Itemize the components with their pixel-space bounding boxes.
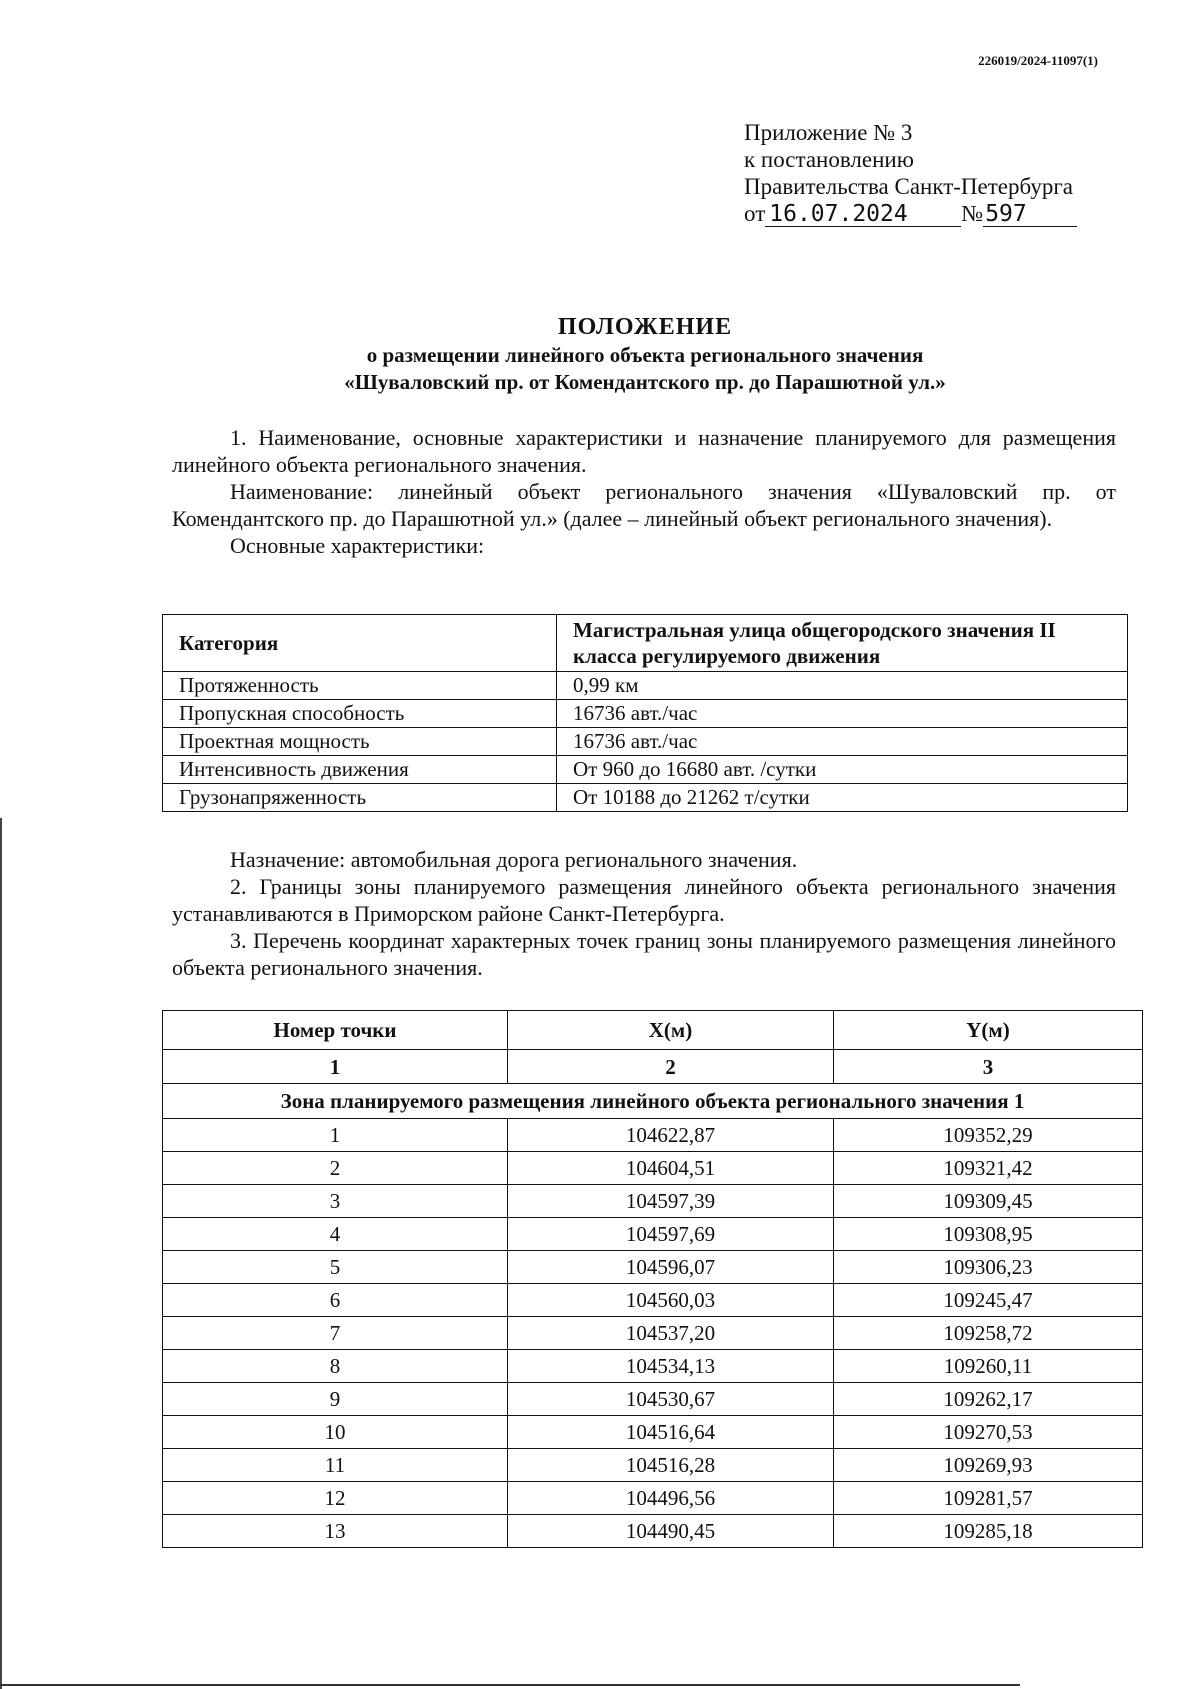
x-value: 104496,56	[508, 1482, 834, 1515]
point-number: 13	[163, 1515, 508, 1548]
row-label: Проектная мощность	[163, 728, 557, 756]
appendix-date-line	[744, 200, 1124, 227]
table-row	[163, 672, 1128, 700]
x-value: 104622,87	[508, 1119, 834, 1152]
table-row	[163, 700, 1128, 728]
row-value: От 960 до 16680 авт. /сутки	[557, 756, 1128, 784]
point-number: 7	[163, 1317, 508, 1350]
paragraph-1: 1. Наименование, основные характеристики и назначение планируемого для размещения линейного объекта регионального значения.	[172, 425, 1116, 477]
column-number: 3	[834, 1050, 1143, 1084]
characteristics-table	[162, 614, 1128, 812]
table-row	[163, 784, 1128, 812]
zone-title: Зона планируемого размещения линейного объекта регионального значения 1	[163, 1084, 1143, 1119]
section-2-text	[172, 846, 1116, 981]
table-row	[163, 1350, 1143, 1383]
x-value: 104490,45	[508, 1515, 834, 1548]
table-row	[163, 615, 1128, 672]
paragraph-2: 2. Границы зоны планируемого размещения линейного объекта регионального значения устанавливаются в Приморском районе Санкт-Петербурга.	[172, 874, 1116, 926]
title-main: ПОЛОЖЕНИЕ	[557, 314, 733, 340]
y-value: 109258,72	[834, 1317, 1143, 1350]
table-row	[163, 1449, 1143, 1482]
document-id: 226019/2024-11097(1)	[978, 53, 1098, 68]
table-row	[163, 1416, 1143, 1449]
x-value: 104534,13	[508, 1350, 834, 1383]
point-number: 8	[163, 1350, 508, 1383]
paragraph-3: 3. Перечень координат характерных точек границ зоны планируемого размещения линейного объекта регионального значения.	[172, 928, 1116, 980]
point-number: 2	[163, 1152, 508, 1185]
coordinates-table	[162, 1010, 1143, 1548]
table-row	[163, 1185, 1143, 1218]
x-value: 104516,64	[508, 1416, 834, 1449]
row-value: От 10188 до 21262 т/сутки	[557, 784, 1128, 812]
zone-title-row	[163, 1084, 1143, 1119]
column-number: 1	[163, 1050, 508, 1084]
y-value: 109309,45	[834, 1185, 1143, 1218]
row-value: 0,99 км	[557, 672, 1128, 700]
y-value: 109260,11	[834, 1350, 1143, 1383]
table-header-row	[163, 1011, 1143, 1050]
paragraph-characteristics-intro: Основные характеристики:	[230, 533, 485, 558]
row-label: Пропускная способность	[163, 700, 557, 728]
decree-date: 16.07.2024	[765, 202, 961, 227]
table-row	[163, 1383, 1143, 1416]
point-number: 11	[163, 1449, 508, 1482]
x-value: 104596,07	[508, 1251, 834, 1284]
x-value: 104530,67	[508, 1383, 834, 1416]
date-prefix: от	[744, 201, 766, 226]
number-prefix: №	[961, 201, 984, 226]
point-number: 4	[163, 1218, 508, 1251]
document-title	[172, 312, 1118, 396]
appendix-line-2: к постановлению	[744, 147, 914, 172]
x-value: 104597,39	[508, 1185, 834, 1218]
row-value: 16736 авт./час	[557, 728, 1128, 756]
row-label: Интенсивность движения	[163, 756, 557, 784]
column-number-row	[163, 1050, 1143, 1084]
point-number: 10	[163, 1416, 508, 1449]
table-row	[163, 1482, 1143, 1515]
y-value: 109306,23	[834, 1251, 1143, 1284]
appendix-block	[744, 119, 1124, 227]
table-row	[163, 1317, 1143, 1350]
point-number: 9	[163, 1383, 508, 1416]
row-label: Протяженность	[163, 672, 557, 700]
y-value: 109245,47	[834, 1284, 1143, 1317]
column-number: 2	[508, 1050, 834, 1084]
title-sub-2: «Шуваловский пр. от Комендантского пр. до Парашютной ул.»	[344, 370, 946, 394]
header-y: Y(м)	[834, 1011, 1143, 1050]
header-x: X(м)	[508, 1011, 834, 1050]
x-value: 104516,28	[508, 1449, 834, 1482]
paragraph-name: Наименование: линейный объект регионального значения «Шуваловский пр. от Комендантского пр. до Парашютной ул.» (далее – линейный объект регионального значения).	[172, 479, 1116, 531]
y-value: 109262,17	[834, 1383, 1143, 1416]
header-point-number: Номер точки	[163, 1011, 508, 1050]
x-value: 104537,20	[508, 1317, 834, 1350]
table-row	[163, 1119, 1143, 1152]
point-number: 1	[163, 1119, 508, 1152]
table-row	[163, 756, 1128, 784]
row-label: Грузонапряженность	[163, 784, 557, 812]
y-value: 109270,53	[834, 1416, 1143, 1449]
x-value: 104604,51	[508, 1152, 834, 1185]
title-sub-1: о размещении линейного объекта регионального значения	[366, 343, 924, 367]
point-number: 3	[163, 1185, 508, 1218]
x-value: 104560,03	[508, 1284, 834, 1317]
table-row	[163, 1152, 1143, 1185]
table-row	[163, 1218, 1143, 1251]
y-value: 109269,93	[834, 1449, 1143, 1482]
category-value: Магистральная улица общегородского значения II класса регулируемого движения	[557, 615, 1128, 672]
y-value: 109285,18	[834, 1515, 1143, 1548]
row-value: 16736 авт./час	[557, 700, 1128, 728]
x-value: 104597,69	[508, 1218, 834, 1251]
point-number: 6	[163, 1284, 508, 1317]
point-number: 5	[163, 1251, 508, 1284]
appendix-line-3: Правительства Санкт-Петербурга	[744, 174, 1073, 199]
table-row	[163, 1251, 1143, 1284]
point-number: 12	[163, 1482, 508, 1515]
y-value: 109281,57	[834, 1482, 1143, 1515]
table-row	[163, 728, 1128, 756]
y-value: 109321,42	[834, 1152, 1143, 1185]
y-value: 109308,95	[834, 1218, 1143, 1251]
table-row	[163, 1284, 1143, 1317]
y-value: 109352,29	[834, 1119, 1143, 1152]
category-label: Категория	[163, 615, 557, 672]
decree-number: 597	[983, 202, 1077, 227]
paragraph-purpose: Назначение: автомобильная дорога регионального значения.	[230, 847, 798, 872]
scan-margin-line	[0, 818, 2, 1689]
appendix-line-1: Приложение № 3	[744, 120, 913, 145]
table-row	[163, 1515, 1143, 1548]
scan-bottom-edge	[0, 1684, 1020, 1686]
section-1-text	[172, 424, 1116, 559]
